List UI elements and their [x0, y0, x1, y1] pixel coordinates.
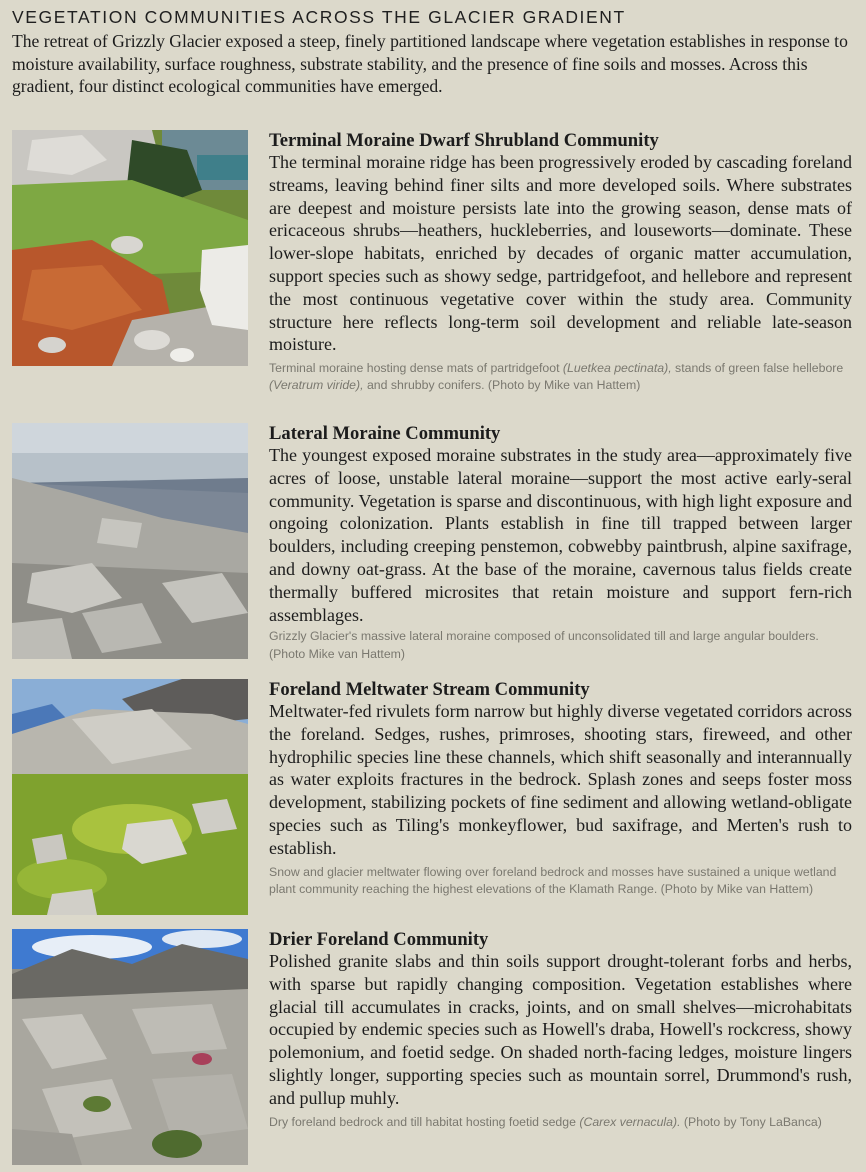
- section-body: The terminal moraine ridge has been progressively eroded by cascading foreland streams, leaving behind finer silts and more developed soils. Where substrates are deepest and moisture persists late into the growing season, dense mats of ericaceous shrubs—heathers, huckleberries, and louseworts—dominate. These lower-slope habitats, enriched by decades of organic matter accumulation, support species such as showy sedge, partridgefoot, and hellebore and represent the most continuous vegetative cover within the study area. Community structure here reflects long-term soil development and reliable late-season moisture.: [269, 152, 852, 355]
- section-body: The youngest exposed moraine substrates in the study area—approximately five acres of loose, unstable lateral moraine—support the most active early-seral community. Vegetation is sparse and discontinuous, with high light exposure and ongoing colonization. Plants establish in fine till trapped between larger boulders, including creeping penstemon, cobwebby paintbrush, alpine saxifrage, and downy oat-grass. At the base of the moraine, cavernous talus fields create thermally buffered microsites that retain moisture and support fern-rich assemblages.: [269, 445, 852, 625]
- terminal-moraine-photo: [12, 130, 248, 366]
- page-title: VEGETATION COMMUNITIES ACROSS THE GLACIER GRADIENT: [12, 7, 626, 27]
- section-body: Meltwater-fed rivulets form narrow but highly diverse vegetated corridors across the foreland. Sedges, rushes, primroses, shooting stars, fireweed, and other hydrophilic species line these channels, which shift seasonally and interannually as water exploits fractures in the bedrock. Splash zones and seeps foster moss development, stabilizing pockets of fine sediment and allowing wetland-obligate species such as Tiling's monkeyflower, bud saxifrage, and Merten's rush to establish.: [269, 701, 852, 858]
- section-heading: Drier Foreland Community: [269, 929, 489, 950]
- meltwater-stream-photo: [12, 679, 248, 915]
- intro-paragraph: The retreat of Grizzly Glacier exposed a steep, finely partitioned landscape where vegetation establishes in response to moisture availability, surface roughness, substrate stability, and the presence of fine soils and mosses. Across this gradient, four distinct ecological communities have emerged.: [12, 31, 848, 97]
- section-heading: Terminal Moraine Dwarf Shrubland Community: [269, 130, 659, 151]
- section-heading: Lateral Moraine Community: [269, 423, 501, 444]
- photo-caption: Snow and glacier meltwater flowing over foreland bedrock and mosses have sustained a unique wetland plant community reaching the highest elevations of the Klamath Range. (Photo by Mike van Hattem): [269, 864, 837, 896]
- photo-caption: Grizzly Glacier's massive lateral moraine composed of unconsolidated till and large angular boulders. (Photo Mike van Hattem): [269, 629, 819, 661]
- drier-foreland-photo: [12, 929, 248, 1165]
- section-heading: Foreland Meltwater Stream Community: [269, 679, 590, 700]
- photo-caption: Dry foreland bedrock and till habitat hosting foetid sedge (Carex vernacula). (Photo by Tony LaBanca): [269, 1114, 822, 1129]
- section-body: Polished granite slabs and thin soils support drought-tolerant forbs and herbs, with sparse but rapidly changing composition. Vegetation establishes where glacial till accumulates in cracks, joints, and on small shelves—microhabitats occupied by endemic species such as Howell's draba, Howell's rockcress, showy polemonium, and foetid sedge. On shaded north-facing ledges, moisture lingers slightly longer, supporting species such as mountain sorrel, Drummond's rush, and pullup muhly.: [269, 951, 852, 1108]
- lateral-moraine-photo: [12, 423, 248, 659]
- photo-caption: Terminal moraine hosting dense mats of partridgefoot (Luetkea pectinata), stands of green false hellebore (Veratrum viride), and shrubby conifers. (Photo by Mike van Hattem): [269, 361, 844, 393]
